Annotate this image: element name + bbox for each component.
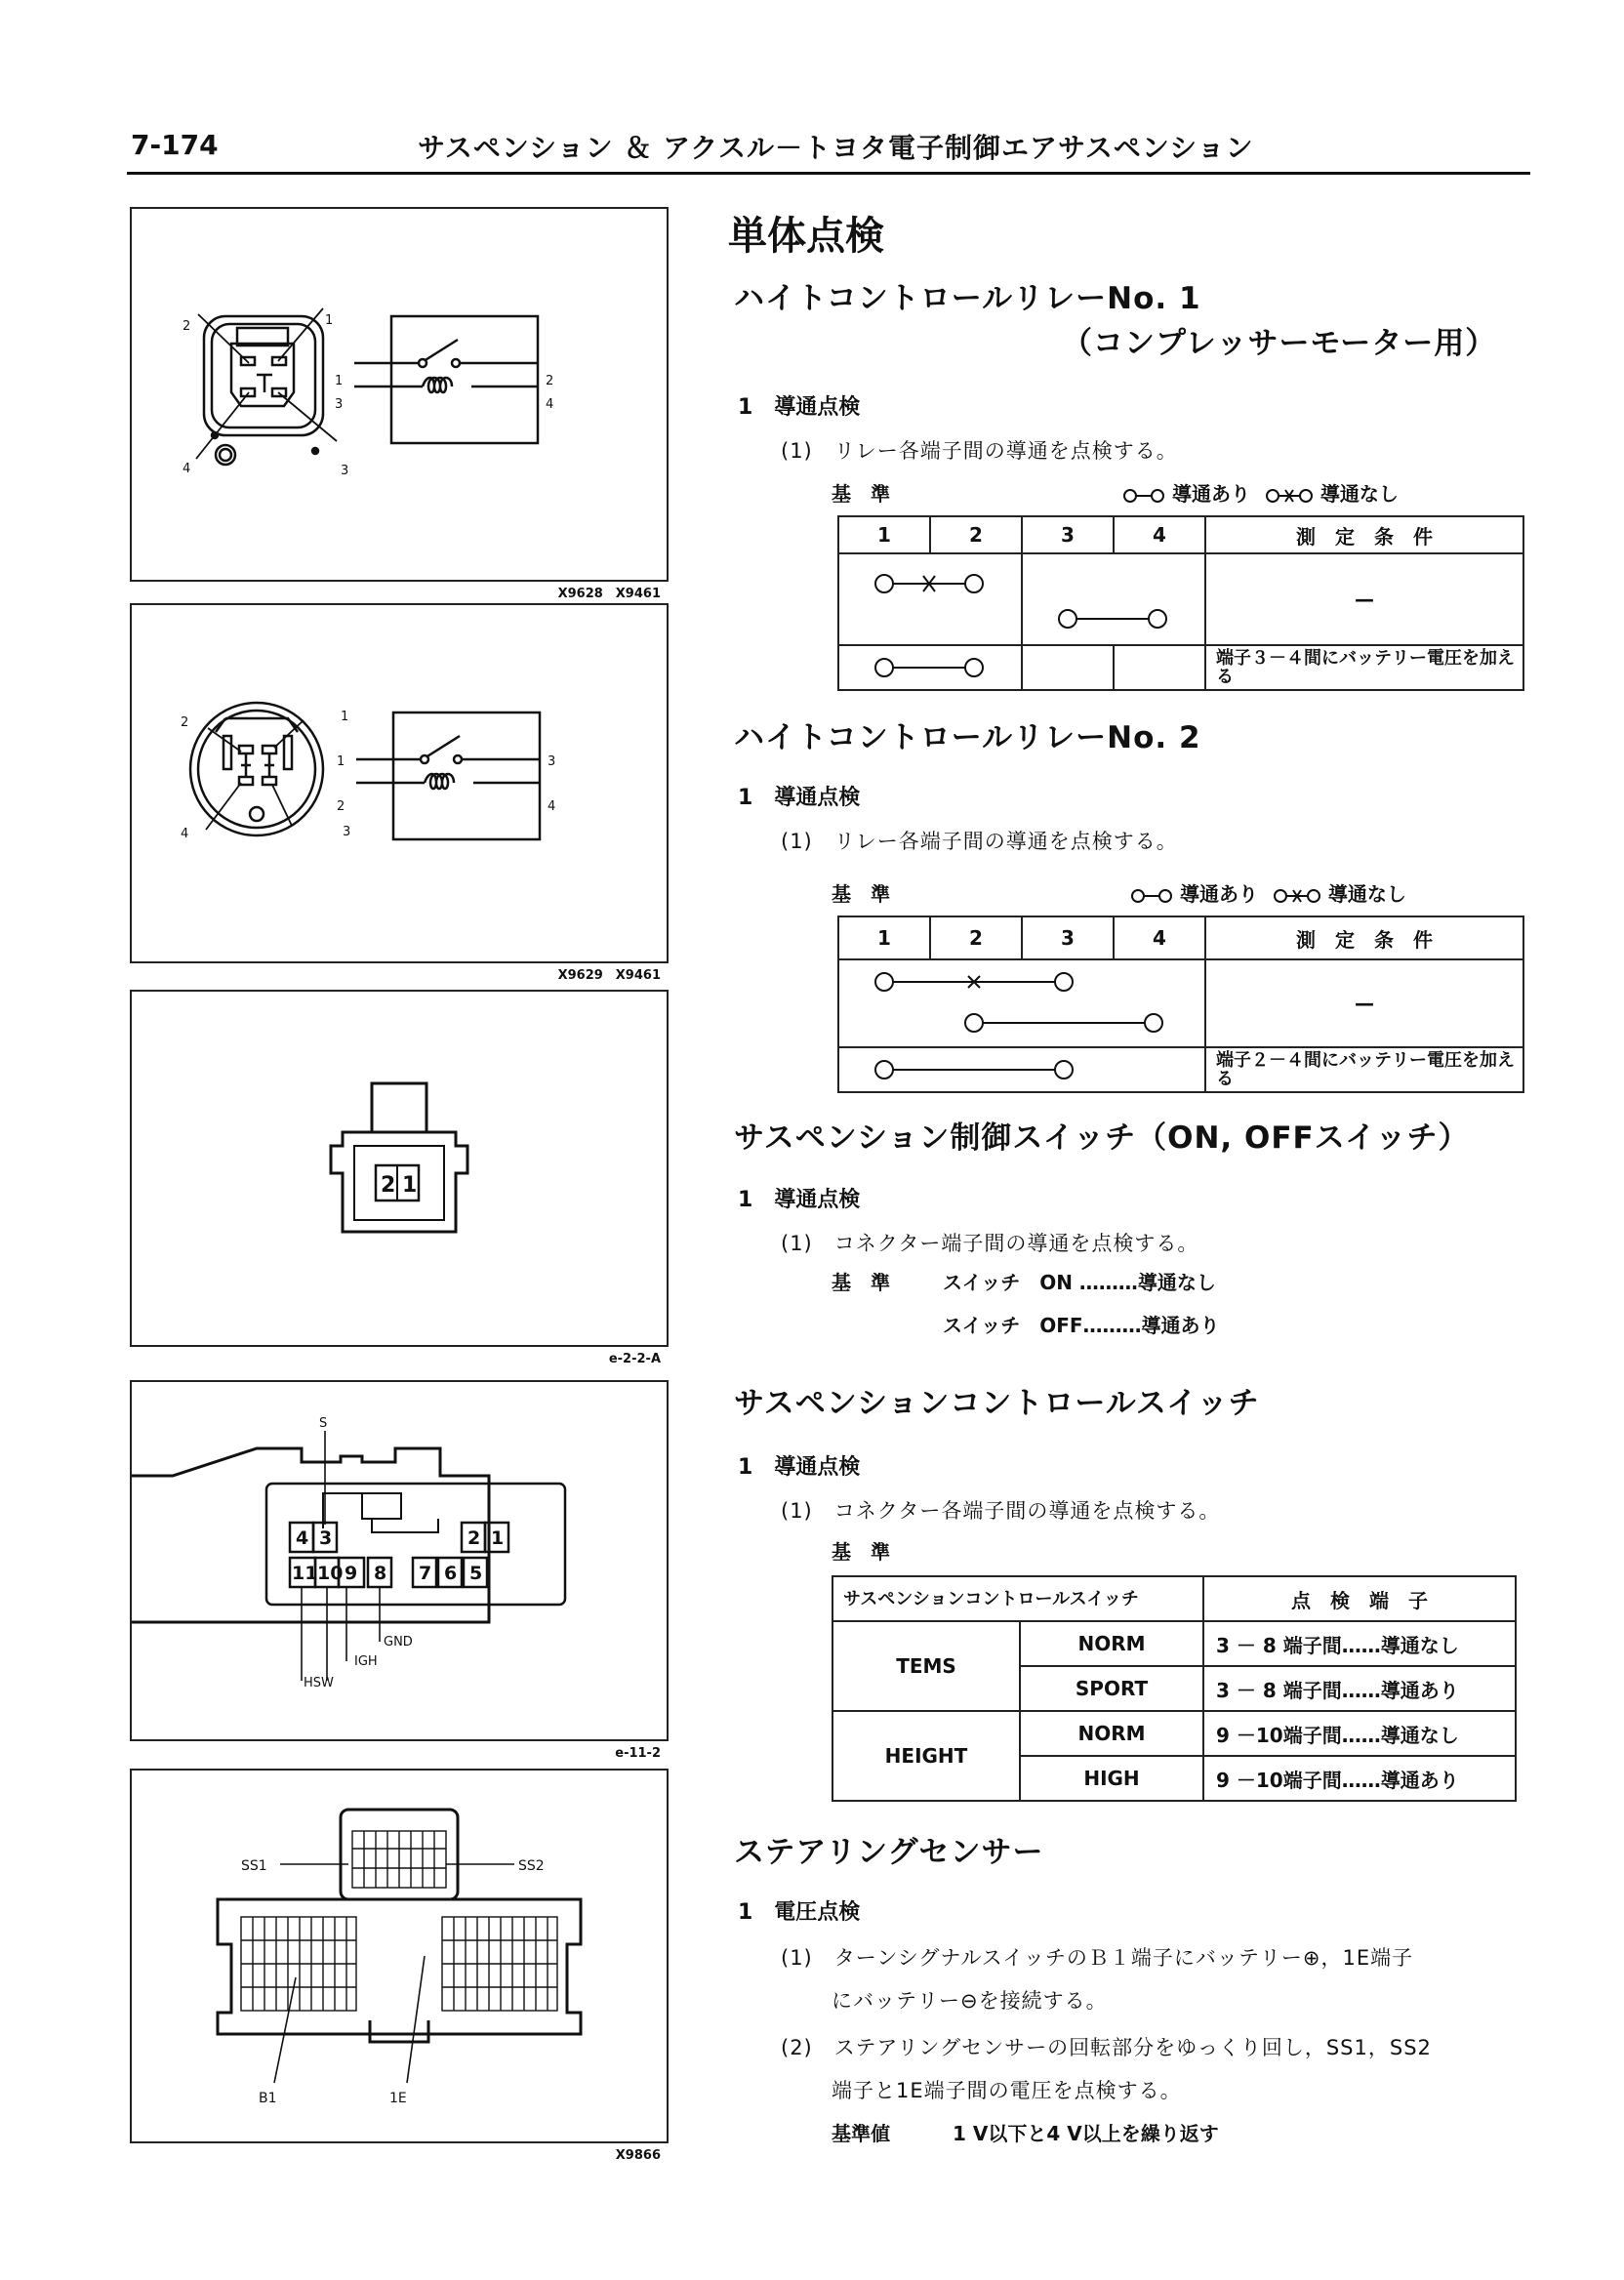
steering-connector-diagram bbox=[132, 1771, 667, 2141]
relay2-diagram bbox=[132, 605, 667, 961]
continuity-1-3-icon bbox=[839, 1050, 1198, 1089]
relay1-figure bbox=[130, 207, 669, 601]
figure-code: X9628 X9461 bbox=[557, 587, 661, 601]
ctrl-group-tems: TEMS bbox=[832, 1621, 1020, 1711]
steering-standard-label: 基準値 bbox=[832, 2122, 890, 2145]
col-header: 2 bbox=[930, 516, 1022, 553]
ctrl-pin-11: 11 bbox=[292, 1563, 318, 1584]
relay2-table bbox=[837, 916, 1524, 1093]
relay1-step: (1) リレー各端子間の導通を点検する。 bbox=[781, 439, 1178, 463]
legend-continuity: 導通あり bbox=[1179, 882, 1258, 906]
ctrl-pin-5: 5 bbox=[469, 1563, 483, 1584]
relay2-pin-2: 2 bbox=[181, 715, 189, 730]
onoff-pin-2: 2 bbox=[381, 1173, 396, 1198]
ctrl-pin-2: 2 bbox=[467, 1527, 481, 1549]
relay2-row1-continuity bbox=[838, 959, 1205, 1047]
relay2-sym-pin-1: 1 bbox=[337, 754, 345, 769]
steering-sensor-figure bbox=[130, 1769, 669, 2163]
ctrl-pin-1: 1 bbox=[491, 1527, 505, 1549]
col-header-condition: 測 定 条 件 bbox=[1205, 916, 1523, 959]
ctrl-pin-10: 10 bbox=[317, 1563, 344, 1584]
relay2-sym-pin-3: 3 bbox=[548, 754, 556, 769]
control-item: 1 導通点検 bbox=[738, 1455, 861, 1480]
ctrl-result: 3 － 8 端子間……導通あり bbox=[1203, 1666, 1516, 1711]
ctrl-result: 9 －10端子間……導通なし bbox=[1203, 1711, 1516, 1756]
ctrl-result: 3 － 8 端子間……導通なし bbox=[1203, 1621, 1516, 1666]
figure-code: X9866 bbox=[615, 2148, 661, 2163]
onoff-connector-diagram bbox=[132, 992, 667, 1345]
continuity-1-2-icon bbox=[839, 648, 1019, 687]
ctrl-pin-7: 7 bbox=[419, 1563, 432, 1584]
ctrl-pin-6: 6 bbox=[444, 1563, 458, 1584]
relay2-row1-symbols-icon bbox=[839, 960, 1198, 1046]
relay1-table bbox=[837, 515, 1524, 691]
ctrl-pin-8: 8 bbox=[374, 1563, 387, 1584]
col-header-condition: 測 定 条 件 bbox=[1205, 516, 1523, 553]
ctrl-mode: NORM bbox=[1020, 1711, 1203, 1756]
steering-label-ss1: SS1 bbox=[241, 1858, 267, 1874]
relay2-sym-pin-2: 2 bbox=[337, 799, 345, 814]
relay1-subtitle: （コンプレッサーモーター用） bbox=[1062, 326, 1497, 361]
steering-step1-a: (1) ターンシグナルスイッチのＢ１端子にバッテリー⊕，1E端子 bbox=[781, 1946, 1414, 1970]
relay1-row1-condition: — bbox=[1205, 553, 1523, 645]
ctrl-group-height: HEIGHT bbox=[832, 1711, 1020, 1801]
page-header-title: サスペンション ＆ アクスル－トヨタ電子制御エアサスペンション bbox=[418, 132, 1254, 164]
onoff-switch-figure bbox=[130, 990, 669, 1366]
no-continuity-1-2-icon bbox=[839, 554, 1019, 644]
continuity-symbol-icon bbox=[1130, 886, 1173, 906]
header-rule bbox=[127, 172, 1530, 175]
col-header: 4 bbox=[1114, 916, 1205, 959]
relay2-pin-3: 3 bbox=[343, 825, 351, 839]
control-switch-figure bbox=[130, 1380, 669, 1761]
col-header: 1 bbox=[838, 516, 930, 553]
relay1-row1-continuity-3-4 bbox=[1022, 553, 1205, 645]
relay1-item: 1 導通点検 bbox=[738, 395, 861, 420]
relay2-row1-condition: — bbox=[1205, 959, 1523, 1047]
relay2-step: (1) リレー各端子間の導通を点検する。 bbox=[781, 830, 1178, 853]
legend-no-continuity: 導通なし bbox=[1327, 882, 1406, 906]
ctrl-label-s: S bbox=[319, 1416, 328, 1431]
col-header: 2 bbox=[930, 916, 1022, 959]
steering-sensor-title: ステアリングセンサー bbox=[734, 1835, 1044, 1870]
relay2-title: ハイトコントロールリレーNo. 2 bbox=[734, 720, 1201, 755]
steering-step1-b: にバッテリー⊖を接続する。 bbox=[832, 1989, 1108, 2013]
onoff-pin-1: 1 bbox=[402, 1173, 418, 1198]
onoff-line-off: スイッチ OFF………導通あり bbox=[943, 1314, 1220, 1337]
steering-label-ss2: SS2 bbox=[518, 1858, 545, 1874]
relay1-row2-continuity bbox=[838, 645, 1022, 690]
legend-no-continuity: 導通なし bbox=[1320, 482, 1399, 506]
no-continuity-symbol-icon bbox=[1265, 486, 1314, 506]
relay2-row2-continuity bbox=[838, 1047, 1205, 1092]
relay1-pin-1: 1 bbox=[325, 313, 334, 328]
relay1-standard: 基 準 bbox=[832, 482, 890, 506]
relay1-pin-3: 3 bbox=[341, 464, 349, 478]
ctrl-label-hsw: HSW bbox=[304, 1676, 334, 1690]
page-number: 7-174 bbox=[131, 129, 219, 161]
figure-code: X9629 X9461 bbox=[557, 968, 661, 983]
ctrl-label-igh: IGH bbox=[354, 1654, 378, 1669]
relay2-item: 1 導通点検 bbox=[738, 786, 861, 810]
steering-item: 1 電圧点検 bbox=[738, 1900, 861, 1925]
relay2-standard: 基 準 bbox=[832, 882, 890, 906]
ctrl-label-gnd: GND bbox=[384, 1635, 413, 1649]
steering-step2-b: 端子と1E端子間の電圧を点検する。 bbox=[832, 2079, 1182, 2102]
ctrl-header-terminal: 点 検 端 子 bbox=[1203, 1576, 1516, 1621]
steering-label-b1: B1 bbox=[259, 2091, 277, 2106]
relay1-sym-pin-3: 3 bbox=[335, 397, 344, 412]
onoff-item: 1 導通点検 bbox=[738, 1188, 861, 1212]
onoff-line-on: スイッチ ON ………導通なし bbox=[943, 1271, 1216, 1294]
continuity-symbol-icon bbox=[1122, 486, 1165, 506]
onoff-switch-title: サスペンション制御スイッチ（ON, OFFスイッチ） bbox=[734, 1120, 1470, 1156]
control-step: (1) コネクター各端子間の導通を点検する。 bbox=[781, 1499, 1221, 1523]
ctrl-result: 9 －10端子間……導通あり bbox=[1203, 1756, 1516, 1801]
relay2-pin-1: 1 bbox=[341, 710, 349, 724]
relay1-row2-condition: 端子３－４間にバッテリー電圧を加える bbox=[1205, 645, 1523, 690]
figure-code: e-11-2 bbox=[615, 1746, 661, 1761]
ctrl-mode: NORM bbox=[1020, 1621, 1203, 1666]
ctrl-mode: SPORT bbox=[1020, 1666, 1203, 1711]
figure-code: e-2-2-A bbox=[608, 1352, 661, 1366]
ctrl-header-switch: サスペンションコントロールスイッチ bbox=[832, 1576, 1203, 1621]
control-switch-table bbox=[832, 1575, 1517, 1802]
steering-step2-a: (2) ステアリングセンサーの回転部分をゆっくり回し，SS1，SS2 bbox=[781, 2036, 1432, 2059]
relay2-pin-4: 4 bbox=[181, 827, 189, 841]
col-header: 3 bbox=[1022, 516, 1114, 553]
relay1-row1-continuity bbox=[838, 553, 1022, 645]
relay1-sym-pin-1: 1 bbox=[335, 374, 344, 388]
control-switch-connector-diagram bbox=[132, 1382, 667, 1739]
ctrl-pin-9: 9 bbox=[345, 1563, 358, 1584]
relay2-row2-condition: 端子２－４間にバッテリー電圧を加える bbox=[1205, 1047, 1523, 1092]
relay1-sym-pin-2: 2 bbox=[546, 374, 554, 388]
relay1-legend bbox=[1122, 478, 1399, 507]
control-standard: 基 準 bbox=[832, 1540, 890, 1564]
ctrl-pin-4: 4 bbox=[296, 1527, 309, 1549]
col-header: 1 bbox=[838, 916, 930, 959]
relay1-sym-pin-4: 4 bbox=[546, 397, 554, 412]
relay1-pin-4: 4 bbox=[183, 462, 191, 476]
relay1-pin-2: 2 bbox=[183, 319, 191, 334]
ctrl-mode: HIGH bbox=[1020, 1756, 1203, 1801]
relay1-diagram bbox=[132, 209, 667, 580]
relay2-sym-pin-4: 4 bbox=[548, 799, 556, 814]
relay2-figure bbox=[130, 603, 669, 983]
no-continuity-symbol-icon bbox=[1273, 886, 1321, 906]
col-header: 3 bbox=[1022, 916, 1114, 959]
continuity-3-4-icon bbox=[1023, 554, 1202, 644]
steering-label-1e: 1E bbox=[389, 2091, 407, 2106]
onoff-standard: 基 準 bbox=[832, 1271, 890, 1294]
steering-standard-value: 1 V以下と4 V以上を繰り返す bbox=[953, 2122, 1219, 2145]
relay1-title: ハイトコントロールリレーNo. 1 bbox=[734, 281, 1201, 316]
main-title: 単体点検 bbox=[728, 214, 884, 259]
relay2-legend bbox=[1130, 878, 1406, 907]
onoff-step: (1) コネクター端子間の導通を点検する。 bbox=[781, 1232, 1199, 1255]
col-header: 4 bbox=[1114, 516, 1205, 553]
legend-continuity: 導通あり bbox=[1171, 482, 1250, 506]
control-switch-title: サスペンションコントロールスイッチ bbox=[734, 1386, 1260, 1421]
ctrl-pin-3: 3 bbox=[319, 1527, 333, 1549]
